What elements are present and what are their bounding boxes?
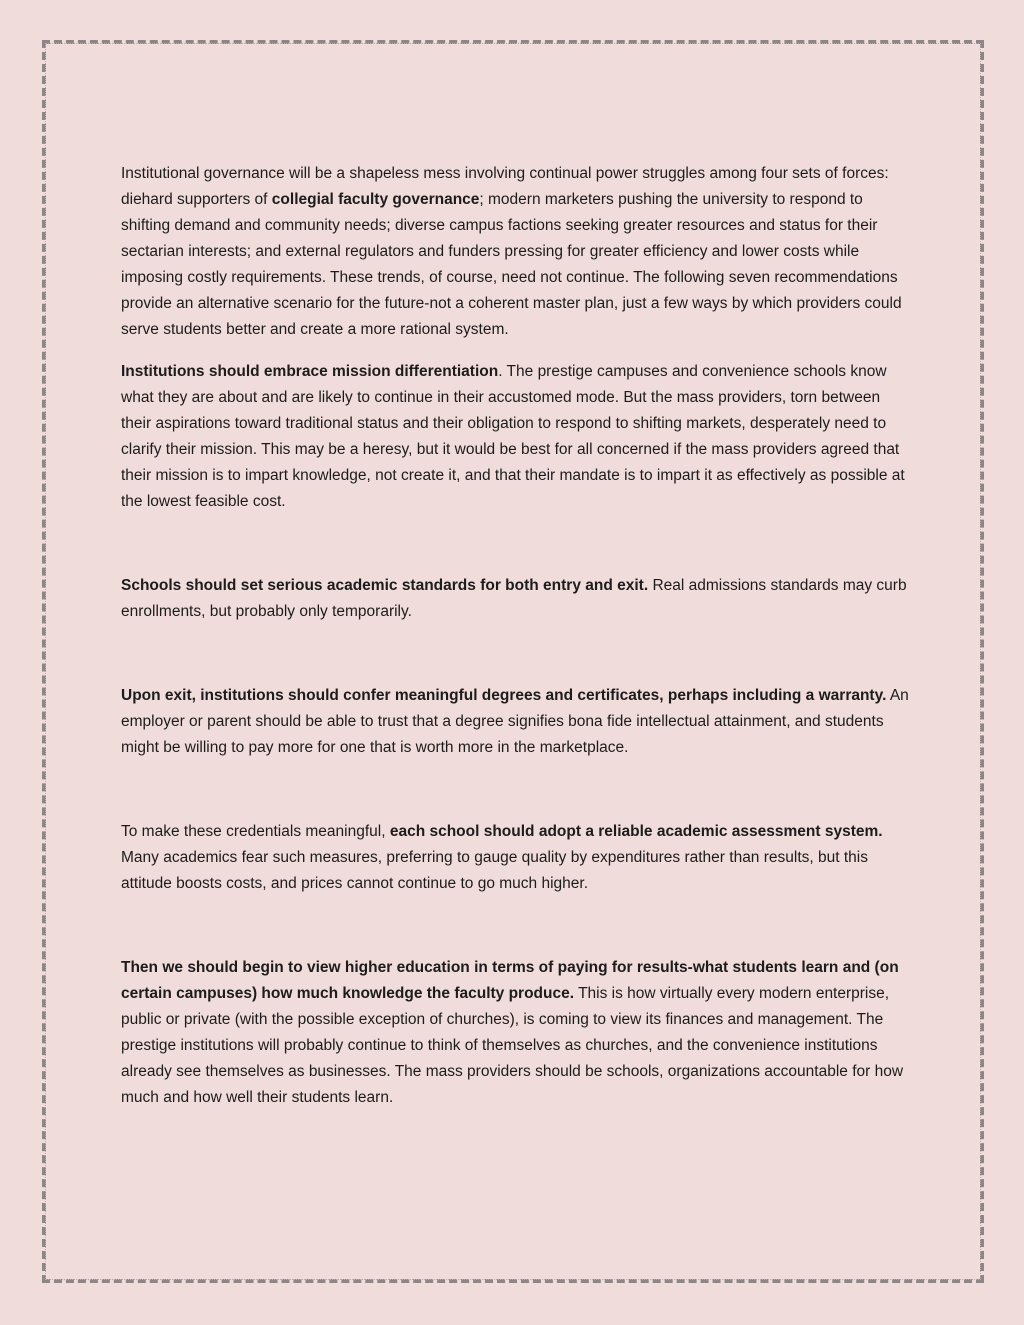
paragraph-text: To make these credentials meaningful, [121,823,390,840]
paragraph-emphasis: Schools should set serious academic standards for both entry and exit. [121,577,649,594]
paragraph-text: . The prestige campuses and convenience schools know what they are about and are likely to continue in their accustomed mode. But the mass providers, torn between their aspirations toward traditional status and their obligation to respond to shifting markets, desperately need to clarify their mission. This may be a heresy, but it would be best for all concerned if the mass providers agreed that their mission is to impart knowledge, not create it, and that their mandate is to impart it as effectively as possible at the lowest feasible cost. [121,363,905,510]
paragraph-paying-for-results [121,955,911,1111]
paragraph-governance [121,161,911,343]
paragraph-emphasis: Upon exit, institutions should confer meaningful degrees and certificates, perhaps including a warranty. [121,687,887,704]
paragraph-emphasis: each school should adopt a reliable academic assessment system. [389,823,883,840]
paragraph-meaningful-degrees [121,683,911,761]
paragraph-text: An employer or parent should be able to trust that a degree signifies bona fide intellectual attainment, and students might be willing to pay more for one that is worth more in the marketplace. [121,687,909,756]
document-body [121,161,911,1111]
paragraph-text: Many academics fear such measures, preferring to gauge quality by expenditures rather than results, but this attitude boosts costs, and prices cannot continue to go much higher. [121,849,868,892]
paragraph-emphasis: Then we should begin to view higher education in terms of paying for results-what students learn and (on certain campuses) how much knowledge the faculty produce. [121,959,899,1002]
paragraph-emphasis: collegial faculty governance [271,191,480,208]
paragraph-emphasis: Institutions should embrace mission differentiation [121,363,499,380]
paragraph-text: This is how virtually every modern enterprise, public or private (with the possible exception of churches), is coming to view its finances and management. The prestige institutions will probably continue to think of themselves as churches, and the convenience institutions already see themselves as businesses. The mass providers should be schools, organizations accountable for how much and how well their students learn. [121,985,904,1106]
paragraph-text: ; modern marketers pushing the university to respond to shifting demand and community needs; diverse campus factions seeking greater resources and status for their sectarian interests; and external regulators and funders pressing for greater efficiency and lower costs while imposing costly requirements. These trends, of course, need not continue. The following seven recommendations provide an alternative scenario for the future-not a coherent master plan, just a few ways by which providers could serve students better and create a more rational system. [121,191,902,338]
paragraph-text: Institutional governance will be a shapeless mess involving continual power struggles among four sets of forces: diehard supporters of [121,165,889,208]
paragraph-academic-standards [121,573,911,625]
paragraph-text: Real admissions standards may curb enrollments, but probably only temporarily. [121,577,907,620]
paragraph-assessment-system [121,819,911,897]
paragraph-mission-differentiation [121,359,911,515]
